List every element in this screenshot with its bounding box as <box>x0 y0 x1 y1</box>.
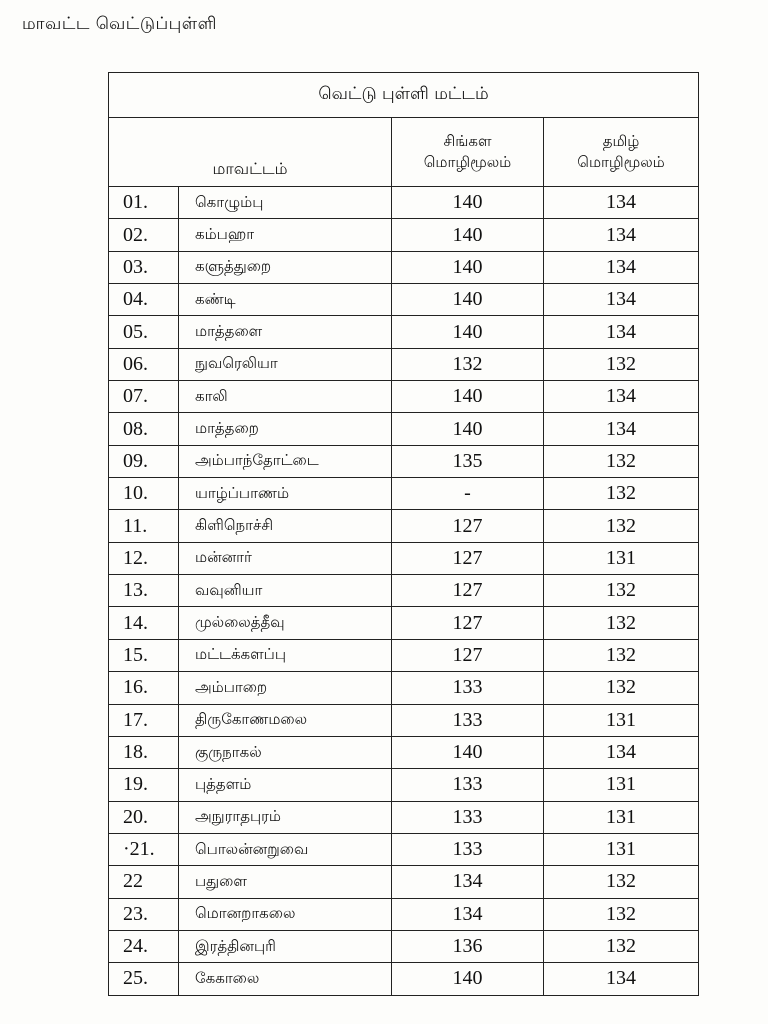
row-number: 01. <box>109 187 179 219</box>
table-row <box>109 898 699 930</box>
district-name: அம்பாறை <box>179 672 392 704</box>
district-name: குருநாகல் <box>179 736 392 768</box>
row-number: 24. <box>109 930 179 962</box>
sinhala-cutoff: 133 <box>392 833 544 865</box>
district-name: கொழும்பு <box>179 187 392 219</box>
row-number: 07. <box>109 381 179 413</box>
row-number: 22 <box>109 866 179 898</box>
sinhala-cutoff: 134 <box>392 866 544 898</box>
row-number: 04. <box>109 284 179 316</box>
table-row <box>109 478 699 510</box>
district-name: களுத்துறை <box>179 251 392 283</box>
tamil-cutoff: 132 <box>544 575 699 607</box>
tamil-cutoff: 131 <box>544 801 699 833</box>
sinhala-cutoff: 133 <box>392 801 544 833</box>
district-name: புத்தளம் <box>179 769 392 801</box>
table-row <box>109 736 699 768</box>
tamil-cutoff: 132 <box>544 510 699 542</box>
district-name: மட்டக்களப்பு <box>179 639 392 671</box>
tamil-cutoff: 132 <box>544 445 699 477</box>
tamil-cutoff: 132 <box>544 898 699 930</box>
row-number: 09. <box>109 445 179 477</box>
tamil-medium-header <box>544 118 699 187</box>
sinhala-cutoff: 127 <box>392 607 544 639</box>
district-name: அம்பாந்தோட்டை <box>179 445 392 477</box>
row-number: 03. <box>109 251 179 283</box>
tamil-cutoff: 132 <box>544 866 699 898</box>
row-number: 12. <box>109 542 179 574</box>
table-body <box>109 187 699 996</box>
table-row <box>109 930 699 962</box>
row-number: ·21. <box>109 833 179 865</box>
tamil-cutoff: 132 <box>544 930 699 962</box>
tamil-cutoff: 131 <box>544 833 699 865</box>
district-name: கிளிநொச்சி <box>179 510 392 542</box>
row-number: 20. <box>109 801 179 833</box>
tamil-cutoff: 134 <box>544 219 699 251</box>
row-number: 23. <box>109 898 179 930</box>
row-number: 15. <box>109 639 179 671</box>
row-number: 08. <box>109 413 179 445</box>
tamil-header-line2: மொழிமூலம் <box>577 153 665 171</box>
tamil-cutoff: 134 <box>544 963 699 995</box>
sinhala-cutoff: 127 <box>392 542 544 574</box>
row-number: 19. <box>109 769 179 801</box>
tamil-header-line1: தமிழ் <box>602 132 640 150</box>
table-title: வெட்டு புள்ளி மட்டம் <box>109 73 699 118</box>
tamil-cutoff: 132 <box>544 348 699 380</box>
page-heading: மாவட்ட வெட்டுப்புள்ளி <box>22 14 217 34</box>
table-row <box>109 251 699 283</box>
district-name: கம்பஹா <box>179 219 392 251</box>
sinhala-cutoff: 132 <box>392 348 544 380</box>
tamil-cutoff: 132 <box>544 672 699 704</box>
tamil-cutoff: 131 <box>544 769 699 801</box>
row-number: 10. <box>109 478 179 510</box>
district-name: மாத்தளை <box>179 316 392 348</box>
sinhala-cutoff: 140 <box>392 381 544 413</box>
tamil-cutoff: 134 <box>544 316 699 348</box>
table-row <box>109 866 699 898</box>
district-column-header: மாவட்டம் <box>109 118 392 187</box>
sinhala-cutoff: 140 <box>392 219 544 251</box>
tamil-cutoff: 132 <box>544 478 699 510</box>
row-number: 25. <box>109 963 179 995</box>
table-row <box>109 445 699 477</box>
district-name: இரத்தினபுரி <box>179 930 392 962</box>
table-row <box>109 348 699 380</box>
district-name: மாத்தறை <box>179 413 392 445</box>
sinhala-cutoff: 133 <box>392 769 544 801</box>
table-row <box>109 510 699 542</box>
sinhala-cutoff: 140 <box>392 736 544 768</box>
sinhala-cutoff: 135 <box>392 445 544 477</box>
row-number: 13. <box>109 575 179 607</box>
row-number: 17. <box>109 704 179 736</box>
sinhala-cutoff: 127 <box>392 575 544 607</box>
row-number: 16. <box>109 672 179 704</box>
tamil-cutoff: 132 <box>544 607 699 639</box>
row-number: 14. <box>109 607 179 639</box>
sinhala-cutoff: 127 <box>392 510 544 542</box>
tamil-cutoff: 132 <box>544 639 699 671</box>
table-row <box>109 769 699 801</box>
district-name: கேகாலை <box>179 963 392 995</box>
sinhala-cutoff: 140 <box>392 187 544 219</box>
row-number: 11. <box>109 510 179 542</box>
sinhala-header-line1: சிங்கள <box>443 132 492 150</box>
sinhala-cutoff: 140 <box>392 284 544 316</box>
district-name: முல்லைத்தீவு <box>179 607 392 639</box>
sinhala-cutoff: 133 <box>392 704 544 736</box>
district-name: அநுராதபுரம் <box>179 801 392 833</box>
district-name: மொனறாகலை <box>179 898 392 930</box>
table-row <box>109 963 699 995</box>
table-row <box>109 833 699 865</box>
tamil-cutoff: 134 <box>544 187 699 219</box>
table-row <box>109 284 699 316</box>
tamil-cutoff: 131 <box>544 542 699 574</box>
sinhala-cutoff: 134 <box>392 898 544 930</box>
sinhala-cutoff: 140 <box>392 316 544 348</box>
table-row <box>109 639 699 671</box>
table-row <box>109 413 699 445</box>
district-name: பதுளை <box>179 866 392 898</box>
tamil-cutoff: 134 <box>544 251 699 283</box>
table-row <box>109 316 699 348</box>
district-name: மன்னார் <box>179 542 392 574</box>
district-name: பொலன்னறுவை <box>179 833 392 865</box>
sinhala-cutoff: 140 <box>392 413 544 445</box>
table-row <box>109 381 699 413</box>
row-number: 05. <box>109 316 179 348</box>
sinhala-cutoff: 127 <box>392 639 544 671</box>
sinhala-header-line2: மொழிமூலம் <box>423 153 512 171</box>
sinhala-cutoff: 140 <box>392 963 544 995</box>
cutoff-table <box>108 72 699 996</box>
tamil-cutoff: 134 <box>544 381 699 413</box>
tamil-cutoff: 134 <box>544 736 699 768</box>
table-row <box>109 607 699 639</box>
sinhala-cutoff: 140 <box>392 251 544 283</box>
sinhala-cutoff: - <box>392 478 544 510</box>
table-row <box>109 704 699 736</box>
district-name: கண்டி <box>179 284 392 316</box>
row-number: 18. <box>109 736 179 768</box>
district-name: வவுனியா <box>179 575 392 607</box>
tamil-cutoff: 131 <box>544 704 699 736</box>
table-row <box>109 575 699 607</box>
row-number: 02. <box>109 219 179 251</box>
table-row <box>109 542 699 574</box>
table-row <box>109 187 699 219</box>
sinhala-medium-header <box>392 118 544 187</box>
sinhala-cutoff: 133 <box>392 672 544 704</box>
table-row <box>109 219 699 251</box>
row-number: 06. <box>109 348 179 380</box>
table-row <box>109 672 699 704</box>
district-name: யாழ்ப்பாணம் <box>179 478 392 510</box>
district-name: திருகோணமலை <box>179 704 392 736</box>
tamil-cutoff: 134 <box>544 284 699 316</box>
district-name: நுவரெலியா <box>179 348 392 380</box>
tamil-cutoff: 134 <box>544 413 699 445</box>
district-name: காலி <box>179 381 392 413</box>
sinhala-cutoff: 136 <box>392 930 544 962</box>
table-row <box>109 801 699 833</box>
